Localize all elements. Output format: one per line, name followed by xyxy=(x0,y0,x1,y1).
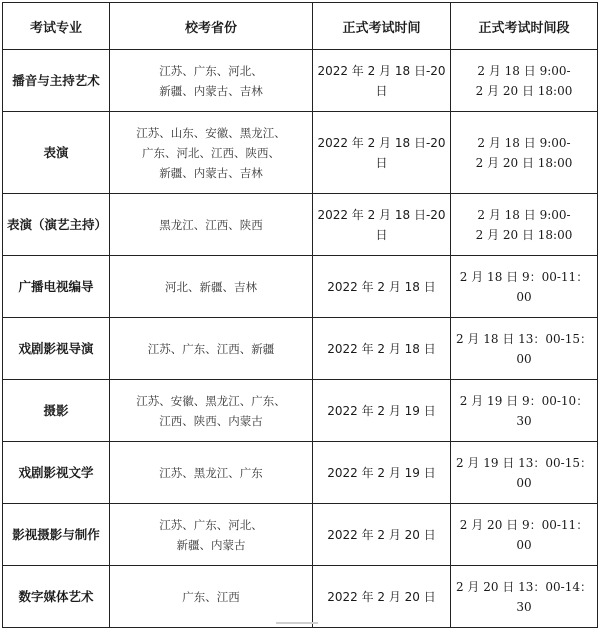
table-row xyxy=(3,442,598,504)
province-line: 江苏、广东、河北、 xyxy=(159,63,263,78)
table-row xyxy=(3,194,598,256)
time-slot-line: 2 月 19 日 9：00-10：30 xyxy=(459,393,589,428)
major-cell: 广播电视编导 xyxy=(3,256,110,318)
province-line: 黑龙江、江西、陕西 xyxy=(159,217,263,232)
provinces-cell xyxy=(110,380,313,442)
header-major: 考试专业 xyxy=(3,3,110,50)
table-row xyxy=(3,380,598,442)
header-exam-time-slot: 正式考试时间段 xyxy=(451,3,598,50)
table-row xyxy=(3,504,598,566)
exam-time-slot-cell xyxy=(451,442,598,504)
exam-date-cell: 2022 年 2 月 18 日 xyxy=(313,318,451,380)
exam-date-cell: 2022 年 2 月 18 日 xyxy=(313,256,451,318)
table-row xyxy=(3,112,598,194)
major-cell: 摄影 xyxy=(3,380,110,442)
major-cell: 数字媒体艺术 xyxy=(3,566,110,628)
major-cell: 戏剧影视导演 xyxy=(3,318,110,380)
province-line: 广东、河北、江西、陕西、 xyxy=(142,145,280,160)
province-line: 新疆、内蒙古 xyxy=(176,537,246,552)
table-row xyxy=(3,256,598,318)
provinces-cell xyxy=(110,112,313,194)
exam-schedule-table xyxy=(2,2,598,628)
provinces-cell xyxy=(110,256,313,318)
header-row xyxy=(3,3,598,50)
time-slot-line: 2 月 19 日 13：00-15：00 xyxy=(455,455,593,490)
provinces-cell xyxy=(110,566,313,628)
exam-date-cell: 2022 年 2 月 20 日 xyxy=(313,566,451,628)
time-slot-line: 2 月 20 日 18:00 xyxy=(475,227,573,242)
table-row xyxy=(3,318,598,380)
exam-time-slot-cell xyxy=(451,380,598,442)
province-line: 新疆、内蒙古、吉林 xyxy=(159,165,263,180)
province-line: 新疆、内蒙古、吉林 xyxy=(159,83,263,98)
time-slot-line: 2 月 18 日 13：00-15：00 xyxy=(455,331,593,366)
provinces-cell xyxy=(110,442,313,504)
time-slot-line: 2 月 20 日 18:00 xyxy=(475,83,573,98)
time-slot-line: 2 月 18 日 9:00- xyxy=(477,135,571,150)
province-line: 江苏、广东、河北、 xyxy=(159,517,263,532)
header-provinces: 校考省份 xyxy=(110,3,313,50)
time-slot-line: 2 月 18 日 9:00- xyxy=(477,207,571,222)
time-slot-line: 2 月 18 日 9:00- xyxy=(477,63,571,78)
provinces-cell xyxy=(110,50,313,112)
exam-time-slot-cell xyxy=(451,318,598,380)
time-slot-line: 2 月 20 日 18:00 xyxy=(475,155,573,170)
exam-time-slot-cell xyxy=(451,566,598,628)
provinces-cell xyxy=(110,504,313,566)
time-slot-line: 2 月 20 日 9：00-11：00 xyxy=(459,517,589,552)
province-line: 江苏、黑龙江、广东 xyxy=(159,465,263,480)
time-slot-line: 2 月 18 日 9：00-11：00 xyxy=(459,269,589,304)
table-body xyxy=(3,50,598,628)
province-line: 江苏、安徽、黑龙江、广东、 xyxy=(136,393,286,408)
major-cell: 影视摄影与制作 xyxy=(3,504,110,566)
major-cell: 播音与主持艺术 xyxy=(3,50,110,112)
province-line: 江苏、山东、安徽、黑龙江、 xyxy=(136,125,286,140)
province-line: 河北、新疆、吉林 xyxy=(165,279,257,294)
provinces-cell xyxy=(110,194,313,256)
exam-time-slot-cell xyxy=(451,194,598,256)
major-cell: 表演 xyxy=(3,112,110,194)
exam-time-slot-cell xyxy=(451,50,598,112)
exam-time-slot-cell xyxy=(451,504,598,566)
exam-date-cell: 2022 年 2 月 20 日 xyxy=(313,504,451,566)
major-cell: 戏剧影视文学 xyxy=(3,442,110,504)
provinces-cell xyxy=(110,318,313,380)
page-footer-mark xyxy=(276,622,318,624)
time-slot-line: 2 月 20 日 13：00-14：30 xyxy=(455,579,593,614)
table-row xyxy=(3,50,598,112)
province-line: 江苏、广东、江西、新疆 xyxy=(147,341,275,356)
header-exam-date: 正式考试时间 xyxy=(313,3,451,50)
exam-time-slot-cell xyxy=(451,256,598,318)
exam-date-cell: 2022 年 2 月 18 日-20 日 xyxy=(313,50,451,112)
exam-date-cell: 2022 年 2 月 19 日 xyxy=(313,380,451,442)
exam-time-slot-cell xyxy=(451,112,598,194)
province-line: 江西、陕西、内蒙古 xyxy=(159,413,263,428)
province-line: 广东、江西 xyxy=(182,589,240,604)
exam-date-cell: 2022 年 2 月 18 日-20 日 xyxy=(313,112,451,194)
exam-date-cell: 2022 年 2 月 18 日-20 日 xyxy=(313,194,451,256)
exam-date-cell: 2022 年 2 月 19 日 xyxy=(313,442,451,504)
major-cell: 表演（演艺主持） xyxy=(3,194,110,256)
table-row xyxy=(3,566,598,628)
